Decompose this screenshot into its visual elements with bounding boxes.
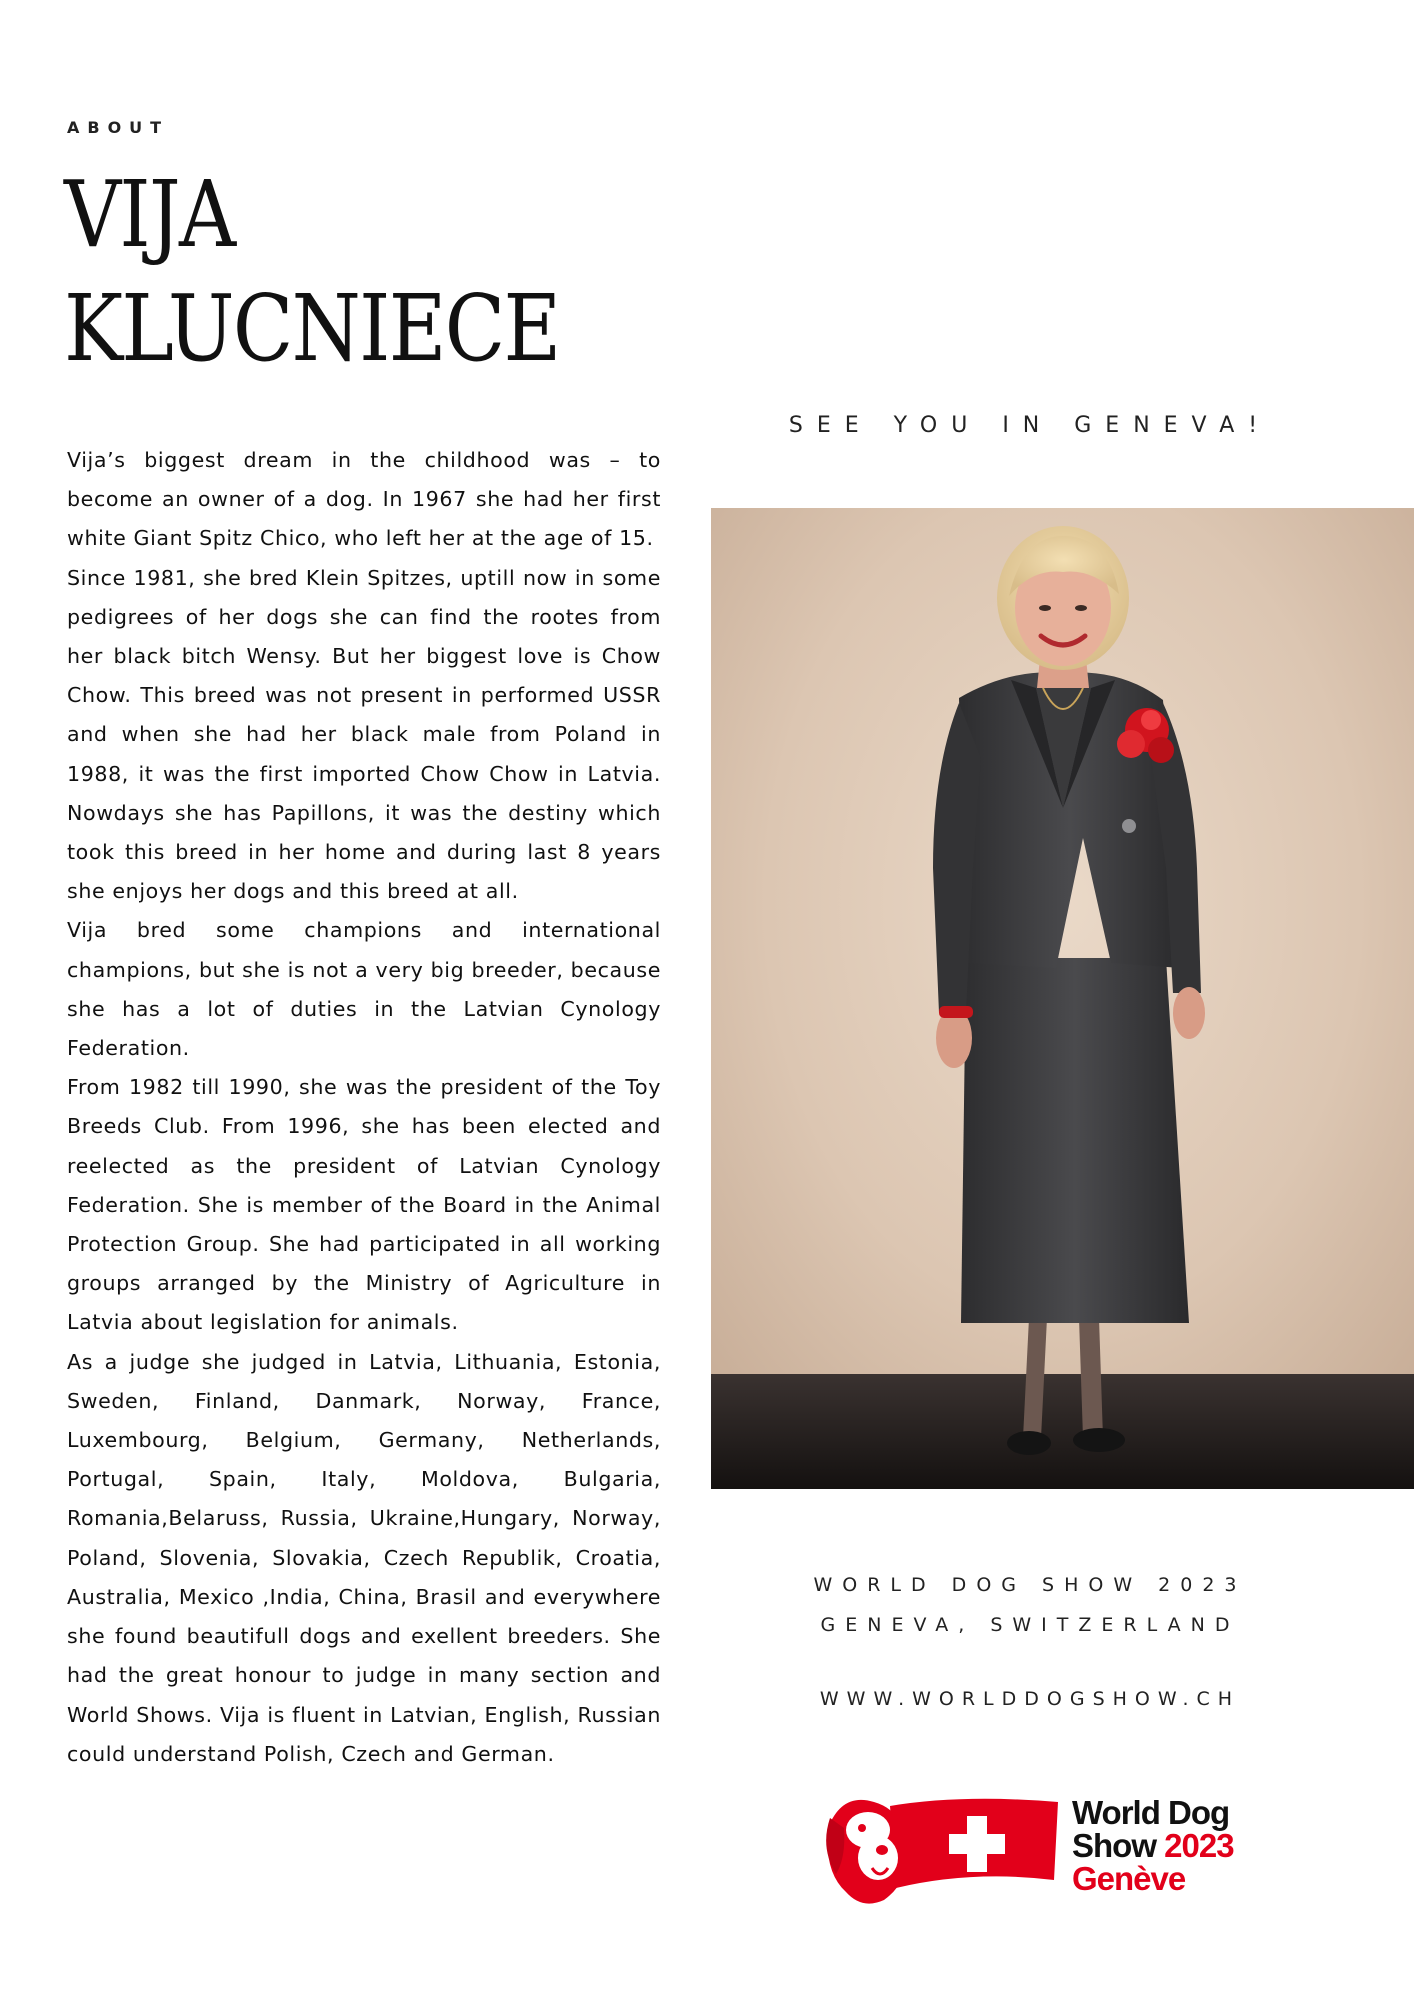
- bio-paragraph: From 1982 till 1990, she was the president of the Toy Breeds Club. From 1996, she has been elected and reelected as the president of Latvian Cynology Federation. She is member of the Board in the Animal Protection Group. She had participated in all working groups arranged by the Ministry of Agriculture in Latvia about legislation for animals.: [67, 1075, 661, 1335]
- logo-year: 2023: [1164, 1827, 1234, 1864]
- bio-paragraph: As a judge she judged in Latvia, Lithuania, Estonia, Sweden, Finland, Danmark, Norway, France, Luxembourg, Belgium, Germany, Netherlands, Portugal, Spain, Italy, Moldova, Bulgaria, Romania,Belaruss, Russia, Ukraine,Hungary, Norway, Poland, Slovenia, Slovakia, Czech Republik, Croatia, Australia, Mexico ,India, China, Brasil and everywhere she found beautifull dogs and exellent breeders. She had the great honour to judge in many section and World Shows. Vija is fluent in Latvian, English, Russian could understand Polish, Czech and German.: [67, 1349, 661, 1766]
- logo-show-word: Show: [1072, 1827, 1156, 1864]
- section-eyebrow: ABOUT: [67, 118, 170, 137]
- event-name: WORLD DOG SHOW 2023: [813, 1574, 1247, 1596]
- title-line-last-name: KLUCNIECE: [64, 275, 560, 382]
- portrait-illustration: [711, 508, 1414, 1489]
- website-link[interactable]: WWW.WORLDDOGSHOW.CH: [819, 1688, 1241, 1710]
- saint-bernard-swiss-flag-icon: [822, 1788, 1062, 1908]
- bio-paragraph: Vija bred some champions and international champions, but she is not a very big breeder, because she has a lot of duties in the Latvian Cynology Federation.: [67, 918, 661, 1061]
- portrait-photo: [711, 508, 1414, 1489]
- tagline: SEE YOU IN GENEVA!: [788, 413, 1272, 438]
- event-info: [740, 1565, 1320, 1645]
- bio-paragraph: Since 1981, she bred Klein Spitzes, uptill now in some pedigrees of her dogs she can find the rootes from her black bitch Wensy. But her biggest love is Chow Chow. This breed was not present in performed USSR and when she had her black male from Poland in 1988, it was the first imported Chow Chow in Latvia. Nowdays she has Papillons, it was the destiny which took this breed in her home and during last 8 years she enjoys her dogs and this breed at all.: [67, 565, 661, 904]
- biography: [67, 441, 661, 1774]
- logo-wordmark: [1072, 1796, 1234, 1895]
- logo-line-2: [1072, 1829, 1234, 1862]
- world-dog-show-logo: [822, 1788, 1272, 1908]
- logo-line-3: Genève: [1072, 1860, 1186, 1897]
- event-location: GENEVA, SWITZERLAND: [820, 1614, 1240, 1636]
- logo-line-1: World Dog: [1072, 1794, 1230, 1831]
- title-line-first-name: VIJA: [64, 161, 235, 268]
- page-title: [64, 158, 597, 386]
- bio-paragraph: Vija’s biggest dream in the childhood was – to become an owner of a dog. In 1967 she had her first white Giant Spitz Chico, who left her at the age of 15.: [67, 448, 661, 551]
